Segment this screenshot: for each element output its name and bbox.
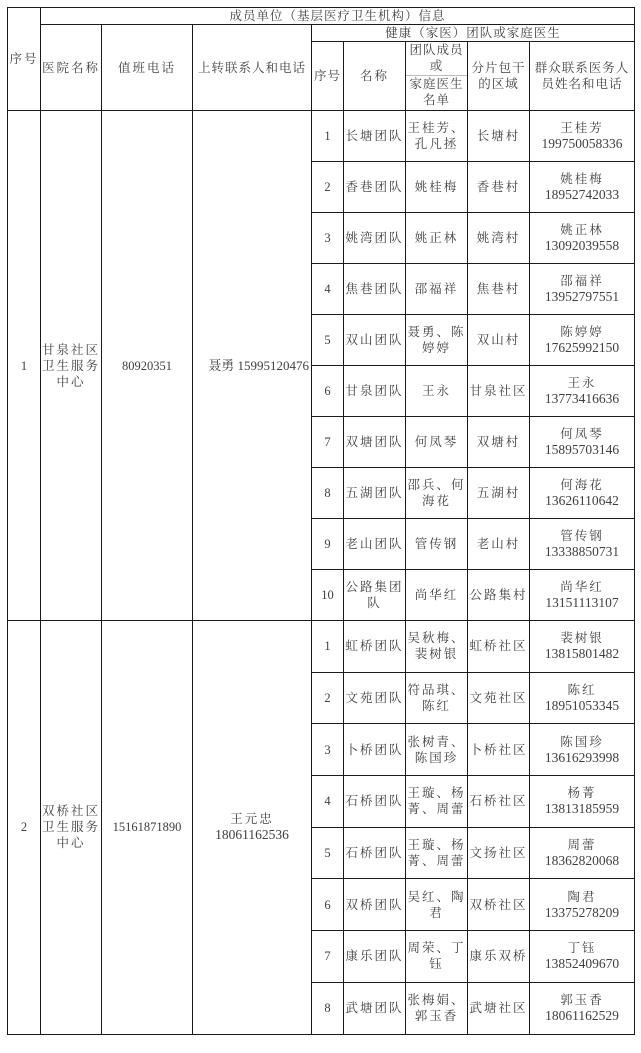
team-name: 长塘团队	[344, 111, 406, 162]
liaison-name: 尚华红	[560, 579, 604, 594]
team-area: 焦巷村	[468, 264, 530, 315]
team-members: 周荣、丁钰	[406, 931, 468, 983]
liaison-name: 丁钰	[567, 940, 597, 956]
team-area: 卜桥社区	[468, 724, 530, 776]
team-members: 邵兵、何海花	[406, 468, 468, 519]
team-seq: 7	[312, 931, 344, 983]
table-row	[8, 621, 635, 673]
team-area: 长塘村	[468, 111, 530, 162]
liaison-name: 周蕾	[567, 837, 597, 853]
liaison-phone: 13338850731	[544, 544, 620, 559]
duty-phone: 15161871890	[102, 621, 193, 1035]
header-duty-phone: 值班电话	[102, 25, 193, 111]
header-area: 分片包干的区域	[468, 42, 530, 111]
header-members-top: 团队成员或	[406, 42, 467, 76]
team-name: 香巷团队	[344, 162, 406, 213]
team-seq: 9	[312, 519, 344, 570]
team-name: 焦巷团队	[344, 264, 406, 315]
medical-roster-table	[7, 7, 635, 1035]
team-area: 文苑社区	[468, 672, 530, 724]
team-name: 双塘团队	[344, 417, 406, 468]
team-area: 甘泉社区	[468, 366, 530, 417]
hospital-name: 双桥社区卫生服务中心	[41, 621, 102, 1035]
team-members: 尚华红	[406, 570, 468, 621]
team-members: 张树青、陈国珍	[406, 724, 468, 776]
referral-contact-phone: 18061162536	[215, 827, 289, 843]
liaison-phone: 13952797551	[544, 289, 620, 304]
liaison-phone: 13813185959	[544, 801, 620, 817]
header-liaison: 群众联系医务人员姓名和电话	[530, 42, 635, 111]
team-area: 双山村	[468, 315, 530, 366]
team-area: 姚湾村	[468, 213, 530, 264]
team-area: 康乐双桥	[468, 931, 530, 983]
team-seq: 8	[312, 468, 344, 519]
team-liaison	[530, 111, 635, 162]
team-liaison	[530, 162, 635, 213]
team-name: 双山团队	[344, 315, 406, 366]
liaison-name: 管传钢	[560, 528, 604, 543]
team-name: 甘泉团队	[344, 366, 406, 417]
liaison-phone: 13375278209	[544, 904, 620, 920]
team-liaison	[530, 931, 635, 983]
team-name: 公路集团队	[344, 570, 406, 621]
team-members: 邵福祥	[406, 264, 468, 315]
team-name: 文苑团队	[344, 672, 406, 724]
liaison-phone: 18951053345	[544, 698, 620, 714]
team-seq: 3	[312, 213, 344, 264]
team-liaison	[530, 827, 635, 879]
team-name: 石桥团队	[344, 827, 406, 879]
liaison-name: 陈国珍	[560, 733, 604, 749]
team-members: 王桂芳、孔凡拯	[406, 111, 468, 162]
group-seq: 2	[8, 621, 41, 1035]
team-liaison	[530, 672, 635, 724]
liaison-name: 陈红	[567, 682, 597, 698]
team-liaison	[530, 879, 635, 931]
referral-contact	[193, 621, 312, 1035]
team-seq: 6	[312, 879, 344, 931]
header-members-bottom: 家庭医生名单	[409, 76, 464, 107]
team-seq: 2	[312, 672, 344, 724]
team-area: 双桥社区	[468, 879, 530, 931]
team-members: 姚正林	[406, 213, 468, 264]
referral-contact: 聂勇 15995120476	[193, 111, 312, 621]
team-seq: 5	[312, 315, 344, 366]
team-liaison	[530, 315, 635, 366]
table-title: 成员单位（基层医疗卫生机构）信息	[41, 8, 635, 25]
team-name: 石桥团队	[344, 776, 406, 828]
liaison-phone: 13092039558	[544, 238, 620, 253]
team-seq: 6	[312, 366, 344, 417]
team-area: 五湖村	[468, 468, 530, 519]
team-name: 卜桥团队	[344, 724, 406, 776]
liaison-name: 姚正林	[560, 222, 604, 237]
team-liaison	[530, 621, 635, 673]
team-members: 管传钢	[406, 519, 468, 570]
liaison-phone: 15895703146	[544, 442, 620, 457]
team-members: 姚桂梅	[406, 162, 468, 213]
team-liaison	[530, 776, 635, 828]
team-members: 张梅娟、郭玉香	[406, 982, 468, 1034]
team-liaison	[530, 519, 635, 570]
team-seq: 4	[312, 776, 344, 828]
team-seq: 10	[312, 570, 344, 621]
team-seq: 5	[312, 827, 344, 879]
team-liaison	[530, 366, 635, 417]
team-seq: 4	[312, 264, 344, 315]
liaison-name: 郭玉香	[560, 992, 604, 1008]
header-seq: 序号	[8, 8, 41, 111]
liaison-name: 王桂芳	[560, 120, 604, 135]
team-area: 老山村	[468, 519, 530, 570]
team-members: 王璇、杨菁、周蕾	[406, 827, 468, 879]
team-name: 姚湾团队	[344, 213, 406, 264]
team-members: 王璇、杨菁、周蕾	[406, 776, 468, 828]
team-liaison	[530, 264, 635, 315]
liaison-phone: 13626110642	[545, 493, 619, 508]
liaison-phone: 199750058336	[541, 136, 623, 151]
team-liaison	[530, 570, 635, 621]
table-row	[8, 111, 635, 162]
header-team-seq: 序号	[312, 42, 344, 111]
team-seq: 2	[312, 162, 344, 213]
hospital-name: 甘泉社区卫生服务中心	[41, 111, 102, 621]
team-seq: 7	[312, 417, 344, 468]
team-members: 吴秋梅、裴树银	[406, 621, 468, 673]
team-area: 公路集村	[468, 570, 530, 621]
liaison-name: 姚桂梅	[560, 171, 604, 186]
liaison-phone: 18362820068	[544, 853, 620, 869]
team-area: 双塘村	[468, 417, 530, 468]
team-members: 何凤琴	[406, 417, 468, 468]
team-name: 老山团队	[344, 519, 406, 570]
group-seq: 1	[8, 111, 41, 621]
team-area: 武塘社区	[468, 982, 530, 1034]
team-area: 石桥社区	[468, 776, 530, 828]
liaison-name: 陶君	[567, 888, 597, 904]
liaison-name: 杨菁	[567, 785, 597, 801]
team-liaison	[530, 982, 635, 1034]
referral-contact-name: 王元忠	[230, 811, 274, 827]
liaison-name: 陈婷婷	[560, 324, 604, 339]
duty-phone: 80920351	[102, 111, 193, 621]
team-name: 双桥团队	[344, 879, 406, 931]
team-members: 王永	[406, 366, 468, 417]
liaison-name: 邵福祥	[560, 273, 604, 288]
liaison-name: 何海花	[560, 477, 604, 492]
team-members: 符品琪、陈红	[406, 672, 468, 724]
team-seq: 1	[312, 111, 344, 162]
team-name: 虹桥团队	[344, 621, 406, 673]
liaison-phone: 13773416636	[544, 391, 620, 406]
team-area: 香巷村	[468, 162, 530, 213]
liaison-phone: 13616293998	[544, 749, 620, 765]
team-area: 文扬社区	[468, 827, 530, 879]
team-liaison	[530, 468, 635, 519]
team-liaison	[530, 417, 635, 468]
liaison-phone: 18061162529	[545, 1008, 619, 1024]
team-members: 吴红、陶君	[406, 879, 468, 931]
liaison-phone: 13151113107	[545, 595, 619, 610]
liaison-phone: 18952742033	[544, 187, 620, 202]
team-liaison	[530, 724, 635, 776]
team-seq: 1	[312, 621, 344, 673]
header-hospital-name: 医院名称	[41, 25, 102, 111]
team-seq: 8	[312, 982, 344, 1034]
team-liaison	[530, 213, 635, 264]
team-name: 五湖团队	[344, 468, 406, 519]
liaison-phone: 13815801482	[544, 646, 620, 662]
liaison-phone: 13852409670	[544, 956, 620, 972]
liaison-name: 何凤琴	[560, 426, 604, 441]
liaison-name: 裴树银	[560, 630, 604, 646]
header-referral-contact: 上转联系人和电话	[193, 25, 312, 111]
team-name: 康乐团队	[344, 931, 406, 983]
team-name: 武塘团队	[344, 982, 406, 1034]
liaison-phone: 17625992150	[544, 340, 620, 355]
liaison-name: 王永	[567, 375, 597, 390]
header-team-name: 名称	[344, 42, 406, 111]
team-seq: 3	[312, 724, 344, 776]
team-members: 聂勇、陈婷婷	[406, 315, 468, 366]
header-team-section: 健康（家医）团队或家庭医生	[312, 25, 635, 42]
team-area: 虹桥社区	[468, 621, 530, 673]
header-members	[406, 42, 468, 111]
